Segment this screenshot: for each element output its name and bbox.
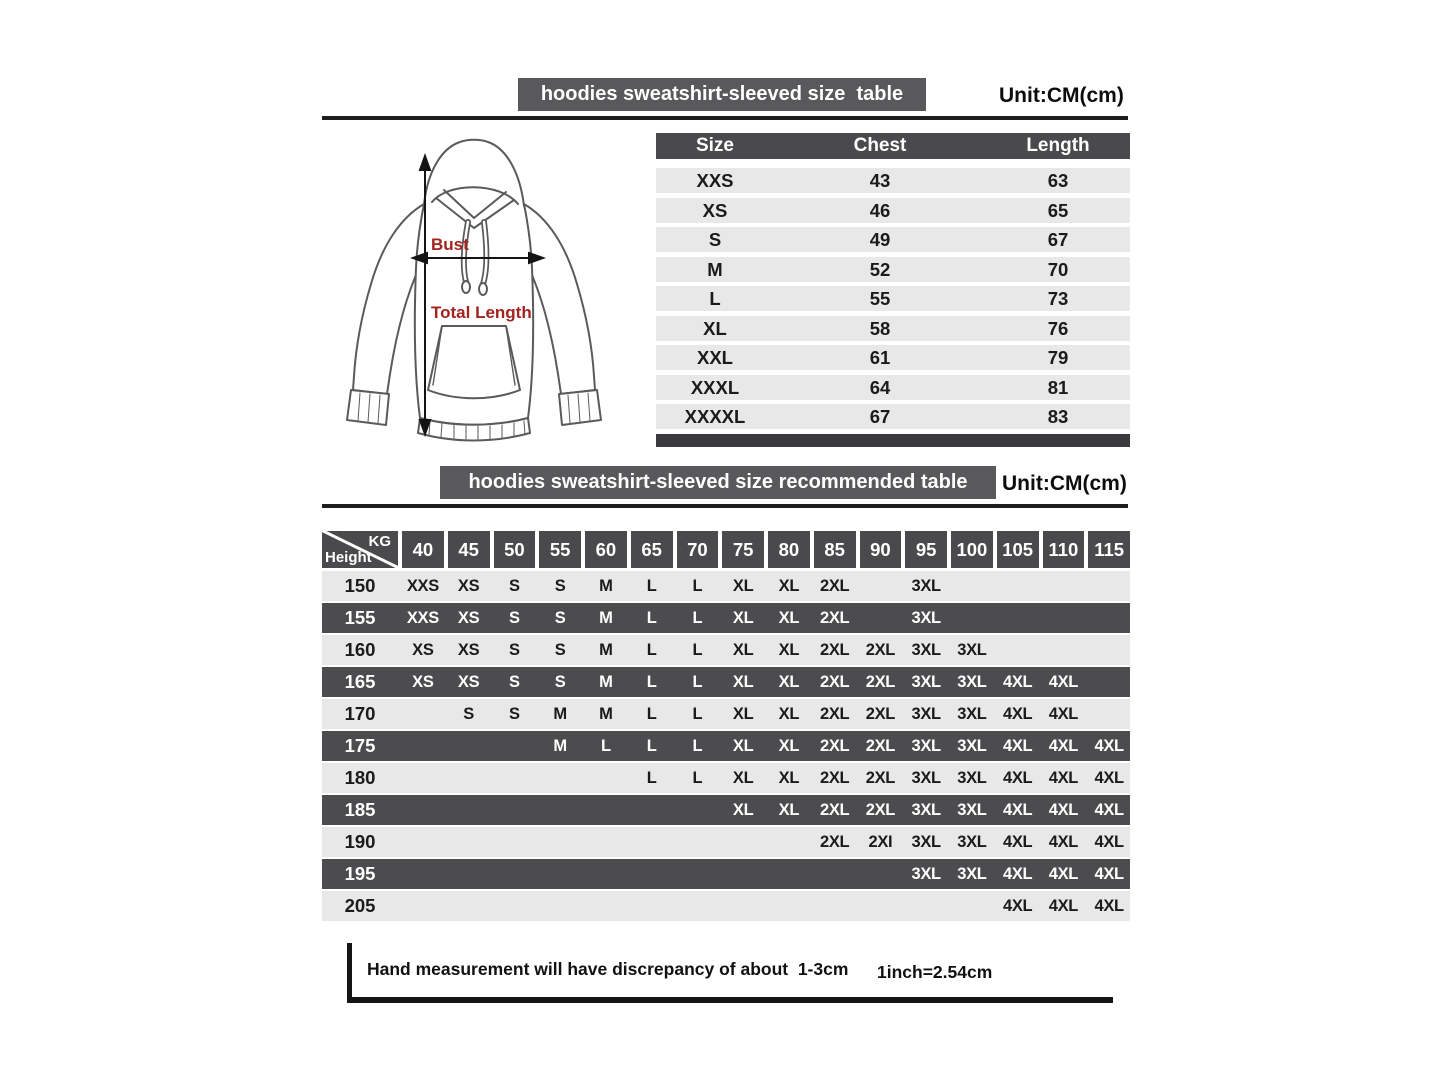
size-table-row bbox=[656, 198, 1130, 223]
weight-column-header: 40 bbox=[402, 531, 444, 568]
size-recommendation-cell: 2XL bbox=[865, 768, 896, 787]
size-table-cell-length: 83 bbox=[1047, 406, 1069, 427]
size-recommendation-cell: L bbox=[646, 640, 657, 659]
size-recommendation-cell: M bbox=[553, 736, 567, 755]
size-recommendation-cell: 3XL bbox=[911, 576, 941, 595]
height-row-label: 185 bbox=[344, 799, 376, 820]
size-table-row bbox=[656, 375, 1130, 400]
matrix-row bbox=[322, 635, 1130, 665]
matrix-row bbox=[322, 859, 1130, 889]
size-recommendation-cell: 4XL bbox=[1094, 832, 1124, 851]
size-recommendation-cell: XL bbox=[732, 608, 754, 627]
size-recommendation-cell: M bbox=[599, 704, 613, 723]
size-recommendation-cell: 2XL bbox=[819, 736, 850, 755]
size-recommendation-cell: XL bbox=[778, 736, 800, 755]
size-recommendation-cell: XL bbox=[732, 736, 754, 755]
size-recommendation-cell: 4XL bbox=[1094, 864, 1124, 883]
size-recommendation-cell: XL bbox=[778, 672, 800, 691]
size-recommendation-cell: 4XL bbox=[1002, 832, 1033, 851]
size-recommendation-cell: S bbox=[509, 640, 520, 659]
size-table-cell-length: 76 bbox=[1047, 317, 1069, 339]
size-recommendation-cell: XXS bbox=[406, 576, 439, 595]
size-table-cell-size: XXL bbox=[697, 347, 733, 368]
size-recommendation-cell: M bbox=[599, 672, 613, 691]
size-recommendation-cell: 3XL bbox=[957, 864, 987, 883]
top-divider-line bbox=[322, 116, 1128, 120]
matrix-row bbox=[322, 667, 1130, 697]
size-recommendation-cell: 3XL bbox=[957, 736, 987, 755]
size-recommendation-cell: 2XL bbox=[819, 832, 850, 851]
size-recommendation-cell: 4XL bbox=[1094, 736, 1124, 755]
size-recommendation-cell: 4XL bbox=[1048, 832, 1079, 851]
size-recommendation-cell: 4XL bbox=[1048, 896, 1079, 915]
height-row-label: 155 bbox=[344, 607, 376, 628]
size-recommendation-cell: XS bbox=[457, 640, 480, 659]
weight-column-header: 60 bbox=[585, 531, 627, 568]
size-table-row bbox=[656, 257, 1130, 282]
size-recommendation-cell: 2XL bbox=[819, 672, 850, 691]
matrix-row bbox=[322, 731, 1130, 761]
size-recommendation-cell: 2XL bbox=[819, 608, 850, 627]
size-recommendation-cell: 3XL bbox=[957, 768, 987, 787]
size-recommendation-cell: L bbox=[646, 608, 657, 627]
size-recommendation-cell: XL bbox=[778, 704, 800, 723]
size-recommendation-cell: 4XL bbox=[1048, 800, 1079, 819]
total-length-label: Total Length bbox=[431, 303, 532, 322]
size-recommendation-cell: XS bbox=[412, 672, 434, 691]
bust-label: Bust bbox=[431, 235, 469, 254]
size-table-body bbox=[656, 168, 1130, 429]
size-recommendation-cell: L bbox=[646, 704, 657, 723]
height-row-label: 180 bbox=[344, 767, 376, 788]
matrix-row bbox=[322, 763, 1130, 793]
size-recommendation-cell: 3XL bbox=[957, 672, 987, 691]
size-recommendation-cell: XS bbox=[457, 576, 480, 595]
size-recommendation-cell: L bbox=[692, 768, 703, 787]
size-table-cell-size: XS bbox=[702, 199, 728, 221]
footer-bottom-bar bbox=[347, 997, 1113, 1003]
size-recommendation-cell: 4XL bbox=[1002, 800, 1033, 819]
size-table-cell-chest: 64 bbox=[869, 376, 891, 398]
weight-column-header: 105 bbox=[997, 531, 1039, 568]
size-measurement-table bbox=[656, 133, 1130, 447]
size-recommendation-cell: 2XL bbox=[865, 736, 896, 755]
size-recommendation-cell: 4XL bbox=[1002, 768, 1033, 787]
size-table-cell-length: 67 bbox=[1047, 229, 1069, 250]
weight-column-header: 75 bbox=[722, 531, 764, 568]
size-recommendation-cell: 2XL bbox=[865, 640, 896, 659]
matrix-row bbox=[322, 827, 1130, 857]
height-row-label: 195 bbox=[344, 863, 376, 884]
size-table-row bbox=[656, 168, 1130, 193]
size-recommendation-cell: 3XL bbox=[957, 704, 987, 723]
unit-label-top: Unit:CM(cm) bbox=[999, 84, 1124, 107]
height-row-label: 165 bbox=[344, 671, 376, 692]
size-recommendation-cell: S bbox=[509, 672, 520, 691]
weight-axis-label: KG bbox=[368, 533, 391, 550]
unit-label-bottom: Unit:CM(cm) bbox=[1002, 472, 1127, 495]
size-recommendation-cell: L bbox=[692, 704, 703, 723]
size-recommendation-cell: L bbox=[692, 576, 703, 595]
size-table-cell-size: XL bbox=[703, 317, 727, 339]
size-table-header bbox=[656, 133, 1130, 159]
size-recommendation-cell: XXS bbox=[406, 608, 439, 627]
size-recommendation-cell: XL bbox=[778, 608, 800, 627]
size-recommendation-cell: 4XL bbox=[1094, 896, 1124, 915]
size-table-banner: hoodies sweatshirt-sleeved size table bbox=[518, 78, 926, 111]
size-recommendation-cell: XL bbox=[778, 800, 800, 819]
size-recommendation-cell: 2XI bbox=[868, 832, 893, 851]
size-recommendation-cell: 3XL bbox=[911, 704, 941, 723]
recommended-table-banner: hoodies sweatshirt-sleeved size recommended table bbox=[440, 466, 996, 499]
size-recommendation-cell: 4XL bbox=[1048, 736, 1079, 755]
height-axis-label: Height bbox=[325, 549, 372, 566]
size-recommendation-cell: L bbox=[600, 736, 611, 755]
weight-column-header: 85 bbox=[814, 531, 856, 568]
size-recommendation-cell: 4XL bbox=[1002, 864, 1033, 883]
size-table-cell-chest: 58 bbox=[869, 317, 891, 339]
size-table-cell-size: S bbox=[708, 229, 722, 250]
size-recommendation-cell: M bbox=[599, 608, 613, 627]
size-recommendation-cell: 3XL bbox=[911, 640, 941, 659]
hoodie-outline bbox=[347, 140, 601, 441]
column-header-chest: Chest bbox=[853, 135, 907, 156]
size-recommendation-cell: XL bbox=[732, 672, 754, 691]
size-table-cell-chest: 49 bbox=[869, 229, 891, 250]
weight-column-header: 70 bbox=[677, 531, 719, 568]
size-recommendation-cell: 3XL bbox=[957, 640, 987, 659]
height-row-label: 175 bbox=[344, 735, 376, 756]
inch-conversion-note: 1inch=2.54cm bbox=[877, 962, 993, 982]
size-recommendation-cell: L bbox=[692, 640, 703, 659]
size-table-cell-chest: 46 bbox=[869, 199, 891, 221]
size-recommendation-cell: S bbox=[554, 608, 566, 627]
matrix-row bbox=[322, 699, 1130, 729]
hoodie-measurement-diagram bbox=[330, 128, 618, 458]
size-table-cell-chest: 67 bbox=[869, 406, 891, 427]
size-recommendation-cell: 3XL bbox=[911, 768, 941, 787]
size-recommendation-cell: 3XL bbox=[911, 832, 941, 851]
size-recommendation-cell: XL bbox=[778, 640, 800, 659]
size-recommendation-cell: XL bbox=[732, 640, 754, 659]
size-table-cell-length: 63 bbox=[1047, 170, 1069, 191]
height-row-label: 160 bbox=[344, 639, 376, 660]
size-recommendation-cell: 3XL bbox=[911, 864, 941, 883]
size-table-cell-size: XXXXL bbox=[684, 406, 746, 427]
size-recommendation-cell: 3XL bbox=[957, 800, 987, 819]
size-table-row bbox=[656, 345, 1130, 370]
weight-column-header: 110 bbox=[1043, 531, 1085, 568]
size-recommendation-cell: 2XL bbox=[865, 672, 896, 691]
size-recommendation-cell: 2XL bbox=[865, 800, 896, 819]
size-recommendation-cell: 3XL bbox=[957, 832, 987, 851]
size-recommendation-cell: 4XL bbox=[1048, 864, 1079, 883]
weight-column-header: 115 bbox=[1088, 531, 1130, 568]
size-recommendation-cell: S bbox=[554, 576, 566, 595]
weight-column-header: 90 bbox=[860, 531, 902, 568]
size-recommendation-cell: L bbox=[646, 672, 657, 691]
height-row-label: 170 bbox=[344, 703, 376, 724]
matrix-body bbox=[322, 571, 1130, 921]
size-table-row bbox=[656, 227, 1130, 252]
size-recommendation-cell: 4XL bbox=[1048, 704, 1079, 723]
footer-left-bar bbox=[347, 943, 352, 1000]
matrix-row bbox=[322, 891, 1130, 921]
size-recommendation-cell: 2XL bbox=[865, 704, 896, 723]
size-recommendation-cell: 3XL bbox=[911, 608, 941, 627]
size-table-row bbox=[656, 316, 1130, 341]
column-header-length: Length bbox=[1026, 135, 1090, 156]
size-recommendation-cell: 4XL bbox=[1002, 896, 1033, 915]
size-recommendation-cell: XL bbox=[778, 768, 800, 787]
size-recommendation-cell: S bbox=[509, 704, 520, 723]
size-recommendation-cell: 4XL bbox=[1094, 800, 1124, 819]
size-recommendation-cell: L bbox=[646, 768, 657, 787]
size-table-cell-length: 65 bbox=[1047, 199, 1069, 221]
weight-column-header: 50 bbox=[494, 531, 536, 568]
size-table-cell-size: XXS bbox=[696, 170, 734, 191]
size-table-cell-chest: 43 bbox=[869, 170, 891, 191]
size-table-cell-length: 81 bbox=[1047, 376, 1069, 398]
size-table-cell-chest: 52 bbox=[869, 258, 891, 280]
size-recommendation-cell: 2XL bbox=[819, 640, 850, 659]
size-recommendation-cell: L bbox=[692, 608, 703, 627]
size-recommendation-cell: S bbox=[509, 576, 520, 595]
matrix-header-row bbox=[322, 531, 1130, 568]
size-recommendation-cell: 2XL bbox=[819, 800, 850, 819]
size-recommendation-cell: XL bbox=[778, 576, 800, 595]
size-table-cell-size: M bbox=[707, 258, 723, 280]
size-recommendation-cell: S bbox=[554, 672, 566, 691]
size-table-cell-chest: 55 bbox=[869, 288, 891, 309]
size-table-row bbox=[656, 286, 1130, 311]
size-recommendation-cell: S bbox=[463, 704, 474, 723]
size-recommendation-matrix bbox=[322, 531, 1130, 923]
matrix-row bbox=[322, 795, 1130, 825]
size-recommendation-cell: 2XL bbox=[819, 704, 850, 723]
size-recommendation-cell: 2XL bbox=[819, 768, 850, 787]
weight-column-header: 80 bbox=[768, 531, 810, 568]
size-recommendation-cell: M bbox=[553, 704, 567, 723]
matrix-row bbox=[322, 571, 1130, 601]
size-recommendation-cell: 3XL bbox=[911, 800, 941, 819]
size-recommendation-cell: XL bbox=[732, 768, 754, 787]
column-header-size: Size bbox=[695, 135, 735, 156]
middle-divider-line bbox=[322, 504, 1128, 508]
size-table-cell-size: L bbox=[709, 288, 721, 309]
size-recommendation-cell: 4XL bbox=[1094, 768, 1124, 787]
size-table-row bbox=[656, 404, 1130, 429]
size-recommendation-cell: S bbox=[554, 640, 566, 659]
height-row-label: 190 bbox=[344, 831, 376, 852]
weight-column-header: 65 bbox=[631, 531, 673, 568]
size-recommendation-cell: 4XL bbox=[1002, 672, 1033, 691]
height-row-label: 205 bbox=[344, 895, 376, 916]
size-recommendation-cell: S bbox=[509, 608, 520, 627]
size-table-cell-length: 70 bbox=[1047, 258, 1069, 280]
size-recommendation-cell: 2XL bbox=[819, 576, 850, 595]
size-table-cell-length: 79 bbox=[1047, 347, 1069, 368]
matrix-row bbox=[322, 603, 1130, 633]
size-recommendation-cell: XL bbox=[732, 704, 754, 723]
size-recommendation-cell: L bbox=[646, 576, 657, 595]
size-table-bottom-bar bbox=[656, 434, 1130, 447]
weight-column-header: 100 bbox=[951, 531, 993, 568]
size-table-cell-length: 73 bbox=[1047, 288, 1069, 309]
size-recommendation-cell: XS bbox=[457, 608, 480, 627]
size-recommendation-cell: XS bbox=[412, 640, 434, 659]
size-recommendation-cell: M bbox=[599, 640, 613, 659]
size-recommendation-cell: 4XL bbox=[1048, 672, 1079, 691]
size-recommendation-cell: XS bbox=[457, 672, 480, 691]
size-recommendation-cell: L bbox=[646, 736, 657, 755]
weight-column-header: 95 bbox=[905, 531, 947, 568]
measurement-discrepancy-note: Hand measurement will have discrepancy of about 1-3cm bbox=[367, 959, 849, 979]
size-recommendation-cell: L bbox=[692, 736, 703, 755]
size-recommendation-cell: 4XL bbox=[1048, 768, 1079, 787]
weight-column-header: 45 bbox=[448, 531, 490, 568]
size-table-cell-size: XXXL bbox=[690, 376, 740, 398]
size-recommendation-cell: 3XL bbox=[911, 736, 941, 755]
size-recommendation-cell: 4XL bbox=[1002, 704, 1033, 723]
weight-column-header: 55 bbox=[539, 531, 581, 568]
size-recommendation-cell: 4XL bbox=[1002, 736, 1033, 755]
size-recommendation-cell: 3XL bbox=[911, 672, 941, 691]
size-recommendation-cell: L bbox=[692, 672, 703, 691]
size-recommendation-cell: XL bbox=[732, 800, 754, 819]
size-table-cell-chest: 61 bbox=[869, 347, 891, 368]
height-row-label: 150 bbox=[344, 575, 376, 596]
size-recommendation-cell: M bbox=[599, 576, 613, 595]
matrix-corner-cell bbox=[322, 531, 398, 568]
size-recommendation-cell: XL bbox=[732, 576, 754, 595]
